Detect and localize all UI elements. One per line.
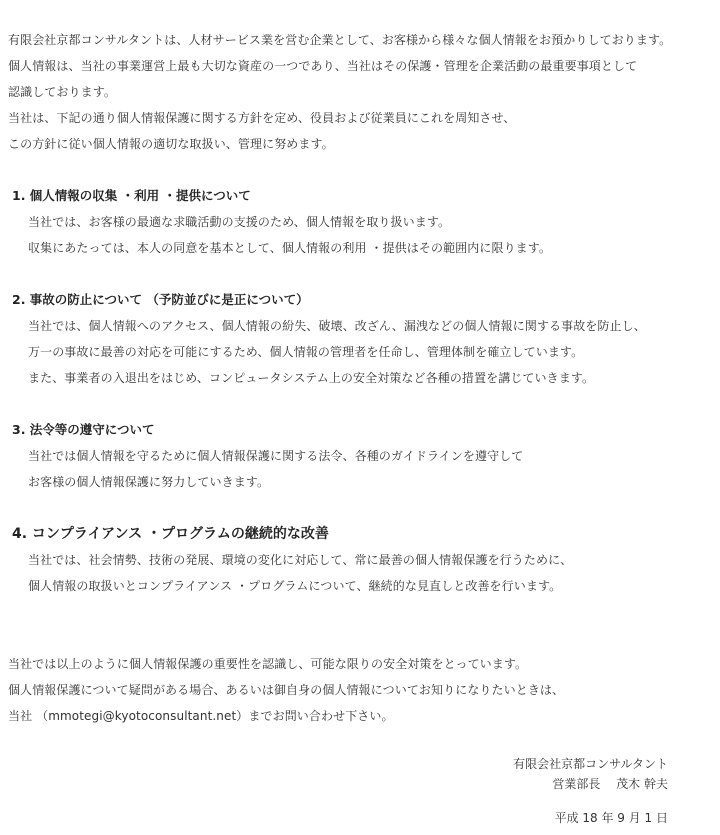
section-1-line-2: 収集にあたっては、本人の同意を基本として、個人情報の利用 ・提供はその範囲内に限ります。: [28, 241, 552, 255]
section-2-line-2: 万一の事故に最善の対応を可能にするため、個人情報の管理者を任命し、管理体制を確立しています。: [28, 345, 584, 359]
section-3-line-2: お客様の個人情報保護に努力していきます。: [28, 475, 270, 489]
signature-person: 営業部長 茂木 幹夫: [552, 777, 668, 791]
section-2-line-3: また、事業者の入退出をはじめ、コンピュータシステム上の安全対策など各種の措置を講じていきます。: [28, 371, 595, 385]
section-1-heading: 1. 個人情報の収集 ・利用 ・提供について: [12, 188, 251, 203]
section-1-line-1: 当社では、お客様の最適な求職活動の支援のため、個人情報を取り扱います。: [28, 215, 451, 229]
intro-line-5: この方針に従い個人情報の適切な取扱い、管理に努めます。: [8, 137, 334, 151]
section-4-line-1: 当社では、社会情勢、技術の発展、環境の変化に対応して、常に最善の個人情報保護を行うために、: [28, 553, 573, 567]
section-4-line-2: 個人情報の取扱いとコンプライアンス ・プログラムについて、継続的な見直しと改善を行います。: [28, 579, 562, 593]
intro-line-4: 当社は、下記の通り個人情報保護に関する方針を定め、役員および従業員にこれを周知させ、: [8, 111, 516, 125]
closing-line-2: 個人情報保護について疑問がある場合、あるいは御自身の個人情報についてお知りになりたいときは、: [8, 683, 565, 697]
section-3-line-1: 当社では個人情報を守るために個人情報保護に関する法令、各種のガイドラインを遵守して: [28, 449, 524, 463]
intro-line-1: 有限会社京都コンサルタントは、人材サービス業を営む企業として、お客様から様々な個人情報をお預かりしております。: [8, 33, 672, 47]
signature-company: 有限会社京都コンサルタント: [513, 757, 668, 771]
signature-date: 平成 18 年 9 月 1 日: [554, 811, 668, 825]
closing-line-3: 当社 （mmotegi@kyotoconsultant.net）までお問い合わせ下さい。: [8, 709, 394, 723]
closing-line-1: 当社では以上のように個人情報保護の重要性を認識し、可能な限りの安全対策をとっています。: [8, 657, 528, 671]
section-2-heading: 2. 事故の防止について （予防並びに是正について）: [12, 292, 309, 307]
section-3-heading: 3. 法令等の遵守について: [12, 422, 155, 437]
intro-line-3: 認識しております。: [8, 85, 116, 99]
intro-line-2: 個人情報は、当社の事業運営上最も大切な資産の一つであり、当社はその保護・管理を企業活動の最重要事項として: [8, 59, 638, 73]
section-4-heading: 4. コンプライアンス ・プログラムの継続的な改善: [12, 526, 329, 542]
section-2-line-1: 当社では、個人情報へのアクセス、個人情報の紛失、破壊、改ざん、漏洩などの個人情報に関する事故を防止し、: [28, 319, 646, 333]
